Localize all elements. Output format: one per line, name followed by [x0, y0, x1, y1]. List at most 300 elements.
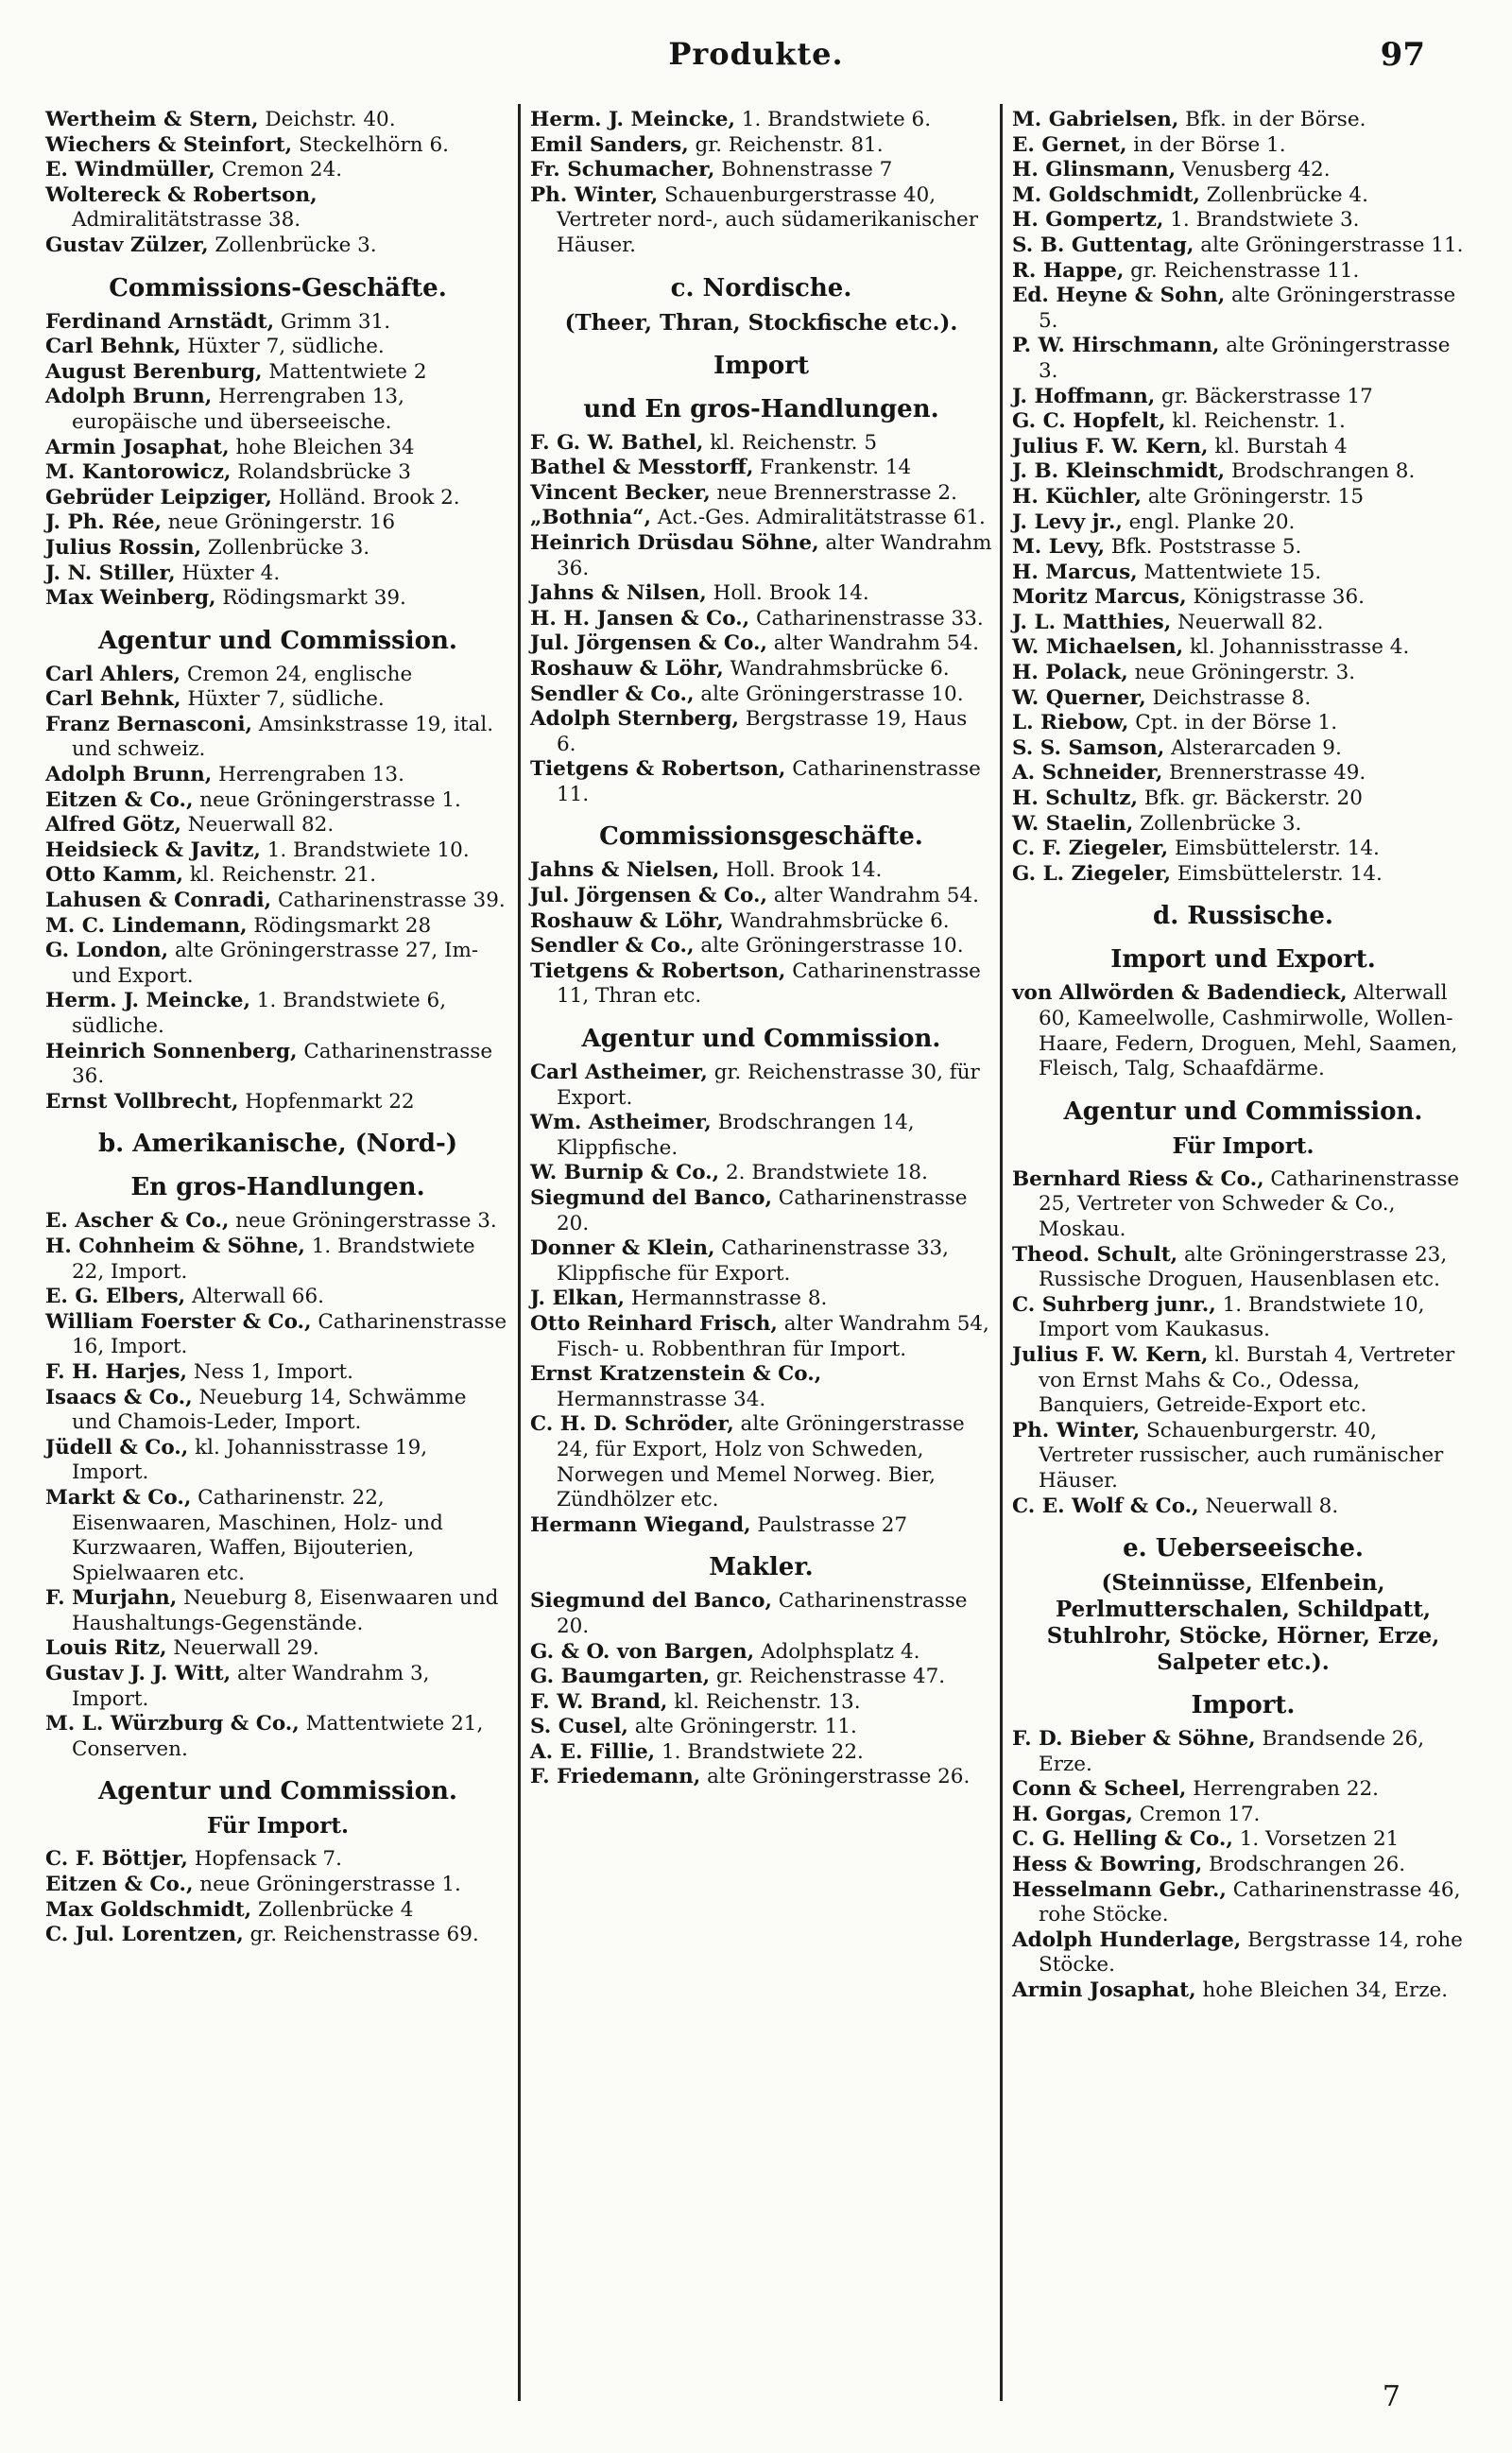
firm-address: Schauenburgerstr. 40, Vertreter russischer, auch rumänischer Häuser. — [1039, 1418, 1444, 1493]
directory-entry — [530, 858, 992, 884]
firm-name: Markt & Co., — [45, 1485, 192, 1510]
directory-entry — [45, 1310, 510, 1360]
directory-entry — [530, 183, 992, 259]
page-header — [0, 36, 1512, 93]
directory-entry — [1012, 611, 1474, 636]
directory-entry — [530, 607, 992, 632]
directory-entry — [45, 838, 510, 864]
directory-entry — [45, 1847, 510, 1873]
directory-entry — [1012, 1293, 1474, 1343]
directory-entry — [45, 335, 510, 360]
firm-name: Julius F. W. Kern, — [1012, 434, 1209, 458]
firm-address: Catharinenstrasse 33. — [749, 606, 984, 631]
firm-name: J. L. Matthies, — [1012, 610, 1172, 634]
firm-address: Cremon 24. — [215, 158, 343, 182]
firm-name: August Berenburg, — [45, 359, 263, 384]
firm-address: Brodschrangen 8. — [1225, 459, 1416, 484]
firm-address: Zollenbrücke 4 — [251, 1897, 414, 1922]
firm-address: alter Wandrahm 54, Fisch- u. Robbenthran für Import. — [557, 1311, 989, 1361]
firm-address: Brodschrangen 26. — [1202, 1853, 1406, 1877]
firm-name: J. Hoffmann, — [1012, 384, 1156, 408]
firm-address: Herrengraben 13, europäische und überseeische. — [72, 385, 404, 434]
firm-name: M. Gabrielsen, — [1012, 108, 1179, 131]
firm-address: Mattentwiete 21, Conserven. — [72, 1712, 484, 1761]
firm-address: Hermannstrasse 8. — [624, 1287, 828, 1311]
firm-address: 1. Vorsetzen 21 — [1232, 1827, 1400, 1852]
firm-address: Frankenstr. 14 — [753, 456, 912, 480]
directory-entry — [45, 687, 510, 713]
firm-address: Schauenburgerstrasse 40, Vertreter nord-, auch südamerikanischer Häuser. — [557, 182, 979, 257]
directory-entry — [530, 581, 992, 607]
firm-address: Ness 1, Import. — [186, 1359, 353, 1384]
firm-name: Carl Ahlers, — [45, 662, 181, 686]
directory-entry — [1012, 208, 1474, 233]
firm-address: kl. Reichenstr. 1. — [1165, 409, 1346, 434]
firm-name: Julius F. W. Kern, — [1012, 1342, 1209, 1367]
firm-address: Venusberg 42. — [1176, 158, 1331, 182]
firm-address: gr. Reichenstrasse 30, für Export. — [557, 1061, 980, 1110]
firm-name: Lahusen & Conradi, — [45, 889, 272, 913]
directory-entry — [1012, 1243, 1474, 1293]
firm-name: Roshauw & Löhr, — [530, 656, 724, 681]
directory-entry — [45, 1235, 510, 1285]
firm-name: F. D. Bieber & Söhne, — [1012, 1727, 1256, 1752]
firm-address: Deichstrasse 8. — [1145, 685, 1312, 710]
firm-address: gr. Reichenstrasse 11. — [1124, 258, 1360, 283]
firm-name: E. Ascher & Co., — [45, 1209, 230, 1234]
firm-address: Eimsbüttelerstr. 14. — [1168, 837, 1380, 861]
firm-name: Armin Josaphat, — [45, 435, 230, 459]
firm-name: M. Goldschmidt, — [1012, 182, 1200, 207]
firm-address: Catharinenstrasse 39. — [271, 889, 506, 913]
firm-name: Theod. Schult, — [1012, 1242, 1178, 1267]
firm-name: E. G. Elbers, — [45, 1285, 186, 1309]
firm-name: C. Jul. Lorentzen, — [45, 1923, 244, 1947]
firm-name: Wiechers & Steinfort, — [45, 132, 293, 157]
directory-entry — [45, 1662, 510, 1712]
firm-name: Ernst Kratzenstein & Co., — [530, 1362, 822, 1387]
firm-name: Jul. Jörgensen & Co., — [530, 884, 767, 908]
directory-entry — [45, 1898, 510, 1924]
section-heading: Agentur und Commission. — [98, 626, 457, 655]
directory-entry — [1012, 233, 1474, 259]
firm-address: alte Gröningerstrasse 5. — [1039, 284, 1456, 333]
firm-name: C. E. Wolf & Co., — [1012, 1494, 1199, 1518]
firm-address: Rödingsmarkt 39. — [215, 586, 406, 611]
firm-name: Hermann Wiegand, — [530, 1512, 751, 1537]
firm-address: kl. Burstah 4 — [1208, 434, 1348, 458]
firm-name: S. B. Guttentag, — [1012, 233, 1194, 257]
firm-name: F. W. Brand, — [530, 1689, 668, 1714]
firm-address: Neuerwall 82. — [1171, 610, 1324, 634]
firm-name: Gustav J. J. Witt, — [45, 1662, 232, 1686]
firm-name: Ferdinand Arnstädt, — [45, 309, 275, 334]
firm-address: hohe Bleichen 34 — [229, 435, 415, 459]
firm-name: Ernst Vollbrecht, — [45, 1089, 239, 1114]
section-heading: En gros-Handlungen. — [130, 1173, 425, 1202]
firm-name: P. W. Hirschmann, — [1012, 334, 1220, 358]
directory-entry — [1012, 485, 1474, 510]
firm-name: J. Elkan, — [530, 1287, 625, 1311]
section-heading: Import und Export. — [1110, 945, 1376, 975]
directory-entry — [530, 682, 992, 708]
directory-entry — [45, 914, 510, 940]
firm-address: Steckelhörn 6. — [292, 132, 449, 157]
firm-name: Carl Behnk, — [45, 335, 181, 359]
directory-entry — [45, 1386, 510, 1436]
section-heading: Commissions-Geschäfte. — [109, 273, 447, 302]
column-left — [36, 104, 518, 2401]
firm-address: Hopfenmarkt 22 — [238, 1089, 415, 1114]
firm-address: Neuerwall 29. — [166, 1636, 319, 1661]
directory-entry — [1012, 1827, 1474, 1853]
firm-name: H. H. Jansen & Co., — [530, 606, 750, 631]
firm-address: Eimsbüttelerstr. 14. — [1171, 861, 1383, 886]
signature-mark: 7 — [1382, 2380, 1400, 2413]
directory-entry — [530, 1765, 992, 1790]
firm-name: Otto Kamm, — [45, 863, 184, 888]
section-heading: Agentur und Commission. — [581, 1025, 941, 1054]
directory-entry — [530, 1186, 992, 1236]
firm-address: Neuerwall 8. — [1198, 1494, 1339, 1518]
directory-entry — [45, 1209, 510, 1235]
directory-entry — [530, 158, 992, 183]
firm-address: Hüxter 7, südliche. — [180, 335, 385, 359]
firm-name: H. Gompertz, — [1012, 208, 1164, 233]
firm-name: Vincent Becker, — [530, 480, 711, 505]
firm-address: Bfk. gr. Bäckerstr. 20 — [1137, 786, 1363, 811]
directory-entry — [1012, 812, 1474, 838]
directory-entry — [530, 1665, 992, 1690]
firm-name: Max Goldschmidt, — [45, 1897, 252, 1922]
directory-entry — [45, 663, 510, 688]
directory-entry — [1012, 133, 1474, 159]
firm-name: W. Staelin, — [1012, 811, 1134, 836]
firm-address: alter Wandrahm 36. — [557, 530, 992, 580]
firm-address: Cpt. in der Börse 1. — [1128, 711, 1338, 735]
directory-entry — [1012, 761, 1474, 786]
firm-address: neue Gröningerstrasse 1. — [193, 787, 461, 812]
firm-address: Admiralitätstrasse 38. — [72, 208, 301, 233]
firm-address: Adolphsplatz 4. — [754, 1639, 920, 1664]
firm-name: G. London, — [45, 939, 169, 963]
directory-entry — [45, 233, 510, 259]
directory-entry — [530, 481, 992, 507]
firm-address: alter Wandrahm 3, Import. — [72, 1662, 430, 1711]
firm-address: Zollenbrücke 3. — [208, 233, 377, 257]
directory-entry — [530, 884, 992, 909]
directory-entry — [1012, 635, 1474, 661]
directory-entry — [45, 183, 510, 233]
firm-name: Ed. Heyne & Sohn, — [1012, 284, 1226, 308]
firm-address: Holl. Brook 14. — [719, 858, 883, 883]
firm-name: William Foerster & Co., — [45, 1309, 312, 1334]
firm-name: S. S. Samson, — [1012, 735, 1165, 760]
firm-name: J. Ph. Rée, — [45, 510, 162, 535]
directory-entry — [45, 310, 510, 336]
directory-entry — [45, 1285, 510, 1310]
firm-name: M. L. Würzburg & Co., — [45, 1712, 300, 1736]
directory-entry — [530, 909, 992, 935]
firm-name: Emil Sanders, — [530, 132, 689, 157]
firm-address: Cremon 24, englische — [180, 662, 413, 686]
directory-entry — [45, 863, 510, 889]
firm-address: Catharinenstrasse 36. — [72, 1039, 493, 1089]
firm-address: kl. Johannisstrasse 19, Import. — [72, 1435, 428, 1485]
directory-entry — [45, 586, 510, 612]
firm-name: Gebrüder Leipziger, — [45, 485, 272, 510]
firm-address: kl. Reichenstr. 13. — [667, 1689, 861, 1714]
directory-entry — [45, 1090, 510, 1115]
directory-entry — [530, 1690, 992, 1716]
firm-name: Hess & Bowring, — [1012, 1853, 1203, 1877]
firm-name: Heidsieck & Javitz, — [45, 838, 261, 862]
directory-entry — [530, 456, 992, 481]
directory-entry — [1012, 510, 1474, 536]
firm-address: Catharinenstrasse 16, Import. — [72, 1309, 507, 1359]
directory-entry — [530, 431, 992, 457]
firm-name: F. Friedemann, — [530, 1765, 701, 1789]
firm-address: alte Gröningerstrasse 10. — [694, 682, 964, 706]
firm-address: Hüxter 7, südliche. — [180, 687, 385, 712]
firm-name: A. E. Fillie, — [530, 1739, 656, 1764]
directory-columns — [36, 104, 1482, 2401]
directory-entry — [45, 436, 510, 461]
firm-address: Catharinenstrasse 11. — [557, 757, 981, 806]
firm-name: J. Levy jr., — [1012, 510, 1123, 534]
directory-entry — [530, 1111, 992, 1161]
firm-address: Bfk. in der Börse. — [1178, 108, 1366, 131]
firm-name: Carl Astheimer, — [530, 1061, 708, 1085]
directory-entry — [45, 1923, 510, 1948]
directory-entry — [45, 536, 510, 561]
directory-entry — [45, 788, 510, 814]
section-heading: Commissionsgeschäfte. — [599, 822, 923, 852]
firm-name: M. C. Lindemann, — [45, 913, 248, 938]
firm-name: Eitzen & Co., — [45, 787, 194, 812]
directory-entry — [45, 813, 510, 838]
firm-name: C. Suhrberg junr., — [1012, 1292, 1216, 1317]
directory-entry — [530, 531, 992, 581]
firm-name: Gustav Zülzer, — [45, 233, 209, 257]
firm-address: kl. Johannisstrasse 4. — [1183, 635, 1410, 660]
firm-address: Rolandsbrücke 3 — [231, 460, 411, 485]
directory-entry — [530, 133, 992, 159]
firm-name: H. Küchler, — [1012, 484, 1142, 509]
directory-entry — [530, 1061, 992, 1111]
firm-name: G. C. Hopfelt, — [1012, 409, 1166, 434]
column-right — [1000, 104, 1482, 2401]
directory-entry — [1012, 711, 1474, 736]
firm-address: alte Gröningerstrasse 27, Im- und Export. — [72, 939, 479, 988]
directory-entry — [1012, 409, 1474, 435]
directory-entry — [1012, 786, 1474, 812]
firm-address: alte Gröningerstrasse 3. — [1039, 334, 1451, 383]
page-number: 97 — [1380, 36, 1425, 74]
directory-entry — [45, 385, 510, 435]
directory-entry — [45, 889, 510, 914]
firm-address: Brodschrangen 14, Klippfische. — [557, 1111, 915, 1160]
firm-name: Herm. J. Meincke, — [45, 989, 250, 1013]
directory-entry — [1012, 1803, 1474, 1828]
firm-address: Bergstrasse 14, rohe Stöcke. — [1039, 1927, 1463, 1978]
directory-entry — [530, 108, 992, 133]
directory-entry — [1012, 1494, 1474, 1520]
firm-address: Neueburg 14, Schwämme und Chamois-Leder, Import. — [72, 1385, 467, 1435]
directory-entry — [530, 657, 992, 682]
firm-name: Jahns & Nilsen, — [530, 581, 707, 606]
firm-address: alte Gröningerstrasse 23, Russische Droguen, Hausenblasen etc. — [1039, 1242, 1448, 1292]
firm-address: Zollenbrücke 3. — [1133, 811, 1302, 836]
firm-address: Zollenbrücke 4. — [1199, 182, 1368, 207]
firm-address: neue Gröningerstrasse 1. — [193, 1873, 461, 1897]
firm-address: Alsterarcaden 9. — [1164, 735, 1342, 760]
firm-address: gr. Reichenstr. 81. — [688, 132, 884, 157]
firm-name: C. F. Ziegeler, — [1012, 837, 1169, 861]
directory-entry — [1012, 284, 1474, 334]
section-heading: Import — [713, 351, 809, 380]
firm-name: Tietgens & Robertson, — [530, 959, 786, 983]
firm-name: E. Windmüller, — [45, 158, 215, 182]
directory-entry — [45, 763, 510, 788]
firm-address: Zollenbrücke 3. — [201, 535, 370, 560]
firm-address: 1. Brandstwiete 10. — [260, 838, 470, 862]
firm-name: J. B. Kleinschmidt, — [1012, 459, 1226, 484]
firm-name: „Bothnia“, — [530, 506, 652, 530]
directory-entry — [1012, 862, 1474, 888]
firm-name: Julius Rossin, — [45, 535, 202, 560]
firm-name: Isaacs & Co., — [45, 1385, 193, 1409]
directory-entry — [1012, 661, 1474, 686]
firm-name: Heinrich Drüsdau Söhne, — [530, 530, 819, 555]
directory-entry — [45, 486, 510, 511]
section-heading: Agentur und Commission. — [1063, 1097, 1423, 1126]
firm-name: Ph. Winter, — [530, 182, 659, 207]
directory-entry — [530, 1513, 992, 1539]
firm-name: Adolph Brunn, — [45, 763, 213, 787]
firm-name: Siegmund del Banco, — [530, 1186, 772, 1210]
directory-entry — [530, 506, 992, 531]
firm-address: Amsinkstrasse 19, ital. und schweiz. — [72, 712, 494, 762]
directory-entry — [1012, 585, 1474, 611]
directory-entry — [45, 1586, 510, 1636]
firm-name: Wertheim & Stern, — [45, 108, 259, 131]
firm-name: F. Murjahn, — [45, 1586, 178, 1611]
firm-name: G. & O. von Bargen, — [530, 1639, 755, 1664]
firm-address: Paulstrasse 27 — [750, 1512, 908, 1537]
directory-entry — [1012, 981, 1474, 1081]
directory-entry — [1012, 1167, 1474, 1243]
directory-entry — [530, 959, 992, 1010]
firm-name: Bathel & Messtorff, — [530, 456, 754, 480]
directory-entry — [530, 1715, 992, 1740]
firm-address: Bergstrasse 19, Haus 6. — [557, 707, 968, 756]
firm-address: Neueburg 8, Eisenwaaren und Haushaltungs-Gegenstände. — [72, 1586, 499, 1635]
firm-name: Woltereck & Robertson, — [45, 182, 318, 207]
firm-name: Jüdell & Co., — [45, 1435, 189, 1460]
firm-address: Hermannstrasse 34. — [557, 1387, 766, 1411]
directory-entry — [1012, 1928, 1474, 1978]
section-heading: Agentur und Commission. — [98, 1777, 457, 1806]
directory-entry — [530, 1640, 992, 1666]
firm-name: H. Marcus, — [1012, 560, 1138, 584]
firm-address: gr. Bäckerstrasse 17 — [1155, 384, 1373, 408]
firm-address: Holländ. Brook 2. — [271, 485, 460, 510]
running-title: Produkte. — [668, 36, 844, 72]
section-heading: Makler. — [709, 1553, 814, 1582]
firm-name: Carl Behnk, — [45, 687, 181, 712]
firm-name: Tietgens & Robertson, — [530, 757, 786, 782]
firm-name: von Allwörden & Badendieck, — [1012, 981, 1348, 1006]
directory-entry — [530, 1412, 992, 1512]
firm-name: F. H. Harjes, — [45, 1359, 187, 1384]
directory-entry — [45, 133, 510, 159]
firm-address: gr. Reichenstrasse 69. — [243, 1923, 479, 1947]
section-heading: e. Ueberseeische. — [1123, 1534, 1364, 1563]
firm-address: alter Wandrahm 54. — [766, 884, 979, 908]
firm-name: Herm. J. Meincke, — [530, 108, 735, 131]
firm-address: Catharinenstr. 22, Eisenwaaren, Maschinen, Holz- und Kurzwaaren, Waffen, Bijouterien, Spielwaaren etc. — [72, 1485, 443, 1585]
firm-address: 1. Brandstwiete 6. — [734, 108, 932, 131]
firm-address: Bohnenstrasse 7 — [714, 158, 893, 182]
firm-name: Conn & Scheel, — [1012, 1777, 1187, 1802]
firm-name: Jul. Jörgensen & Co., — [530, 631, 767, 656]
firm-name: Otto Reinhard Frisch, — [530, 1311, 778, 1336]
firm-name: Bernhard Riess & Co., — [1012, 1166, 1264, 1191]
firm-name: Heinrich Sonnenberg, — [45, 1039, 298, 1063]
firm-address: Wandrahmsbrücke 6. — [723, 908, 950, 933]
firm-name: Hesselmann Gebr., — [1012, 1877, 1227, 1902]
section-subheading: (Theer, Thran, Stockfische etc.). — [564, 309, 958, 336]
directory-entry — [1012, 535, 1474, 561]
section-subheading: (Steinnüsse, Elfenbein, Perlmutterschalen, Schildpatt, Stuhlrohr, Stöcke, Hörner, Erze, Salpeter etc.). — [1046, 1570, 1440, 1676]
firm-name: W. Querner, — [1012, 685, 1146, 710]
firm-address: Holl. Brook 14. — [706, 581, 869, 606]
firm-address: Catharinenstrasse 11, Thran etc. — [557, 959, 981, 1009]
directory-entry — [45, 989, 510, 1039]
firm-address: Catharinenstrasse 20. — [557, 1589, 968, 1638]
section-heading: Import. — [1191, 1691, 1296, 1720]
firm-address: Grimm 31. — [274, 309, 391, 334]
firm-name: H. Schultz, — [1012, 786, 1138, 811]
directory-entry — [1012, 686, 1474, 712]
firm-name: Eitzen & Co., — [45, 1873, 194, 1897]
firm-name: M. Levy, — [1012, 535, 1105, 560]
directory-entry — [530, 1236, 992, 1287]
directory-entry — [530, 1312, 992, 1362]
directory-entry — [530, 1362, 992, 1412]
firm-address: Mattentwiete 15. — [1137, 560, 1322, 584]
directory-entry — [1012, 1878, 1474, 1928]
firm-name: S. Cusel, — [530, 1715, 628, 1739]
directory-entry — [1012, 108, 1474, 133]
firm-address: Hüxter 4. — [175, 561, 281, 585]
firm-address: Herrengraben 22. — [1186, 1777, 1380, 1802]
firm-address: neue Gröningerstr. 3. — [1127, 661, 1356, 685]
firm-address: alte Gröningerstr. 11. — [627, 1715, 857, 1739]
firm-name: G. L. Ziegeler, — [1012, 861, 1172, 886]
directory-entry — [530, 1161, 992, 1186]
firm-name: Roshauw & Löhr, — [530, 908, 724, 933]
firm-address: Act.-Ges. Admiralitätstrasse 61. — [651, 506, 986, 530]
firm-name: Sendler & Co., — [530, 682, 695, 706]
firm-name: Fr. Schumacher, — [530, 158, 715, 182]
section-heading: b. Amerikanische, (Nord-) — [97, 1130, 458, 1159]
directory-entry — [45, 939, 510, 989]
firm-address: Catharinenstrasse 25, Vertreter von Schweder & Co., Moskau. — [1039, 1166, 1460, 1241]
firm-name: Sendler & Co., — [530, 934, 695, 959]
directory-entry — [1012, 385, 1474, 410]
